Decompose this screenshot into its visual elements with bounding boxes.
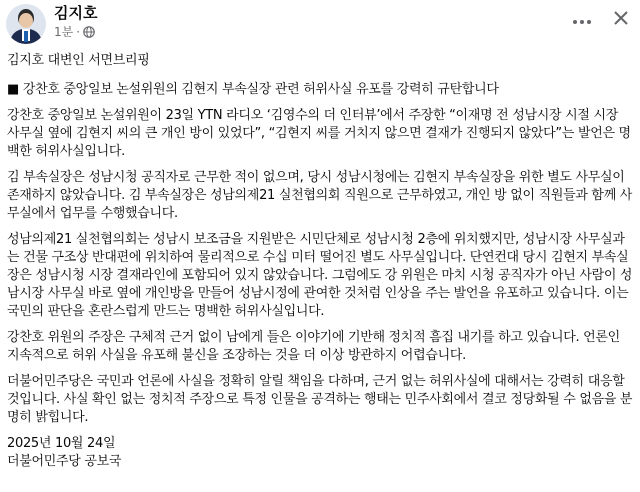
close-icon[interactable]: [610, 10, 632, 32]
post-paragraph: 강찬호 중앙일보 논설위원이 23일 YTN 라디오 ‘김영수의 더 인터뷰’에서 주장한 “이재명 전 성남시장 시절 시장 사무실 옆에 김현지 씨의 큰 개인 방이 있었다”, “김현지 씨를 거치지 않으면 결재가 진행되지 않았다”는 발언은 명백한 허위사실입니다.: [7, 108, 631, 159]
post-headline: ■ 강찬호 중앙일보 논설위원의 김현지 부속실장 관련 허위사실 유포를 강력히 규탄합니다: [7, 82, 499, 97]
post-date: 2025년 10월 24일: [7, 436, 116, 451]
meta-separator: ·: [76, 25, 81, 39]
post-meta: [54, 24, 95, 40]
post-time[interactable]: 1분: [54, 25, 74, 39]
post-header: [0, 0, 640, 42]
avatar[interactable]: [6, 4, 46, 44]
post-paragraph: 더불어민주당은 국민과 언론에 사실을 정확히 알릴 책임을 다하며, 근거 없는 허위사실에 대해서는 강력히 대응할 것입니다. 사실 확인 없는 정치적 주장으로 특정 인물을 공격하는 행태는 민주사회에서 결코 정당화될 수 없음을 분명히 밝힙니다.: [7, 374, 633, 425]
post-paragraph: 성남의제21 실천협의회는 성남시 보조금을 지원받은 시민단체로 성남시청 2층에 위치했지만, 성남시장 사무실과는 건물 구조상 반대편에 위치하여 물리적으로 수십 미터 떨어진 별도 사무실입니다. 단연컨대 당시 김현지 부속실장은 성남시청 시장 결재라인에 포함되어 있지 않았습니다. 그럼에도 강 위원은 마치 시청 공직자가 아닌 사람이 성남시장 사무실 바로 옆에 개인방을 만들어 성남시정에 관여한 것처럼 인상을 주는 발언을 유포하고 있습니다. 이는 국민의 판단을 혼란스럽게 만드는 명백한 허위사실입니다.: [7, 232, 633, 319]
post-subtitle: 김지호 대변인 서면브리핑: [7, 53, 150, 68]
more-options-icon[interactable]: [570, 12, 594, 32]
author-name[interactable]: 김지호: [54, 4, 98, 22]
post-paragraph: 김 부속실장은 성남시청 공직자로 근무한 적이 없으며, 당시 성남시청에는 김현지 부속실장을 위한 별도 사무실이 존재하지 않았습니다. 김 부속실장은 성남의제21 실천협의회 직원으로 근무하였고, 개인 방 없이 직원들과 함께 사무실에서 업무를 수행했습니다.: [7, 170, 633, 221]
post-signature: 더불어민주당 공보국: [7, 454, 122, 469]
post-paragraph: 강찬호 위원의 주장은 구체적 근거 없이 남에게 들은 이야기에 기반해 정치적 흠집 내기를 하고 있습니다. 언론인 지속적으로 허위 사실을 유포해 불신을 조장하는 것을 더 이상 방관하지 어렵습니다.: [7, 330, 620, 363]
post-body: [7, 52, 633, 471]
globe-icon: [83, 26, 95, 38]
